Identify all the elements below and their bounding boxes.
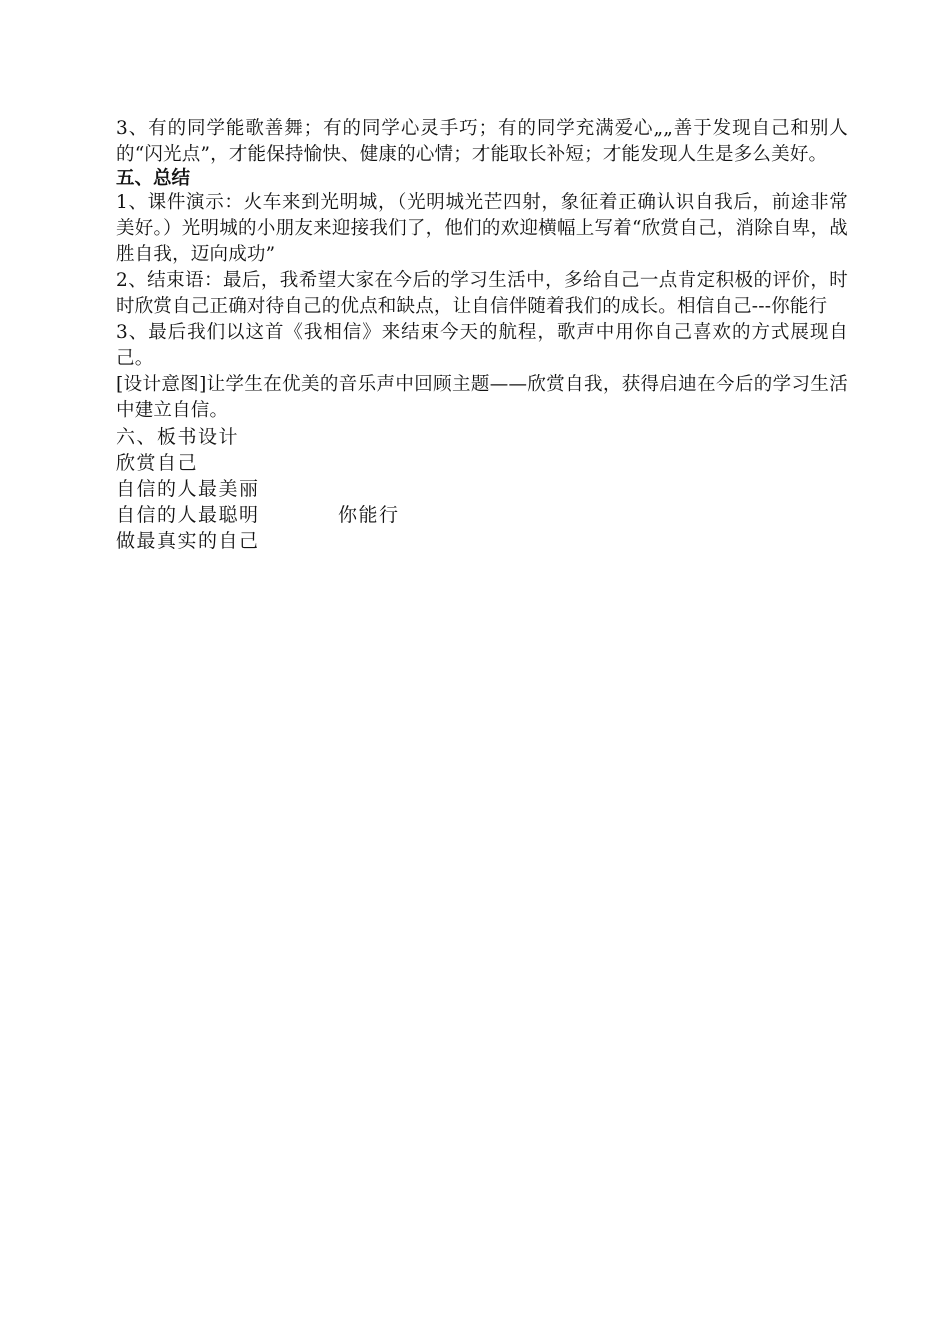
document-page: [116, 116, 848, 554]
section4-item3: 3、有的同学能歌善舞；有的同学心灵手巧；有的同学充满爱心„„善于发现自己和别人的“闪光点”，才能保持愉快、健康的心情；才能取长补短；才能发现人生是多么美好。: [116, 118, 848, 165]
board-line-3: 做最真实的自己: [116, 530, 260, 552]
section5-heading: 五、总结: [116, 168, 191, 189]
section6-heading: 六、板书设计: [116, 426, 240, 448]
section5-item3: 3、最后我们以这首《我相信》来结束今天的航程，歌声中用你自己喜欢的方式展现自己。: [116, 322, 848, 369]
board-row-2: [116, 502, 848, 528]
board-line-1: 自信的人最美丽: [116, 478, 260, 500]
design-intent: [设计意图]让学生在优美的音乐声中回顾主题——欣赏自我，获得启迪在今后的学习生活中建立自信。: [116, 374, 848, 421]
board-line-2: 自信的人最聪明: [116, 504, 260, 526]
board-title: 欣赏自己: [116, 452, 199, 474]
section5-item1: 1、课件演示：火车来到光明城，（光明城光芒四射，象征着正确认识自我后，前途非常美好。）光明城的小朋友来迎接我们了，他们的欢迎横幅上写着“欣赏自己，消除自卑，战胜自我，迈向成功”: [116, 192, 848, 265]
board-side-text: 你能行: [338, 504, 400, 526]
section5-item2: 2、结束语：最后，我希望大家在今后的学习生活中，多给自己一点肯定积极的评价，时时欣赏自己正确对待自己的优点和缺点，让自信伴随着我们的成长。相信自己---你能行: [116, 270, 848, 317]
